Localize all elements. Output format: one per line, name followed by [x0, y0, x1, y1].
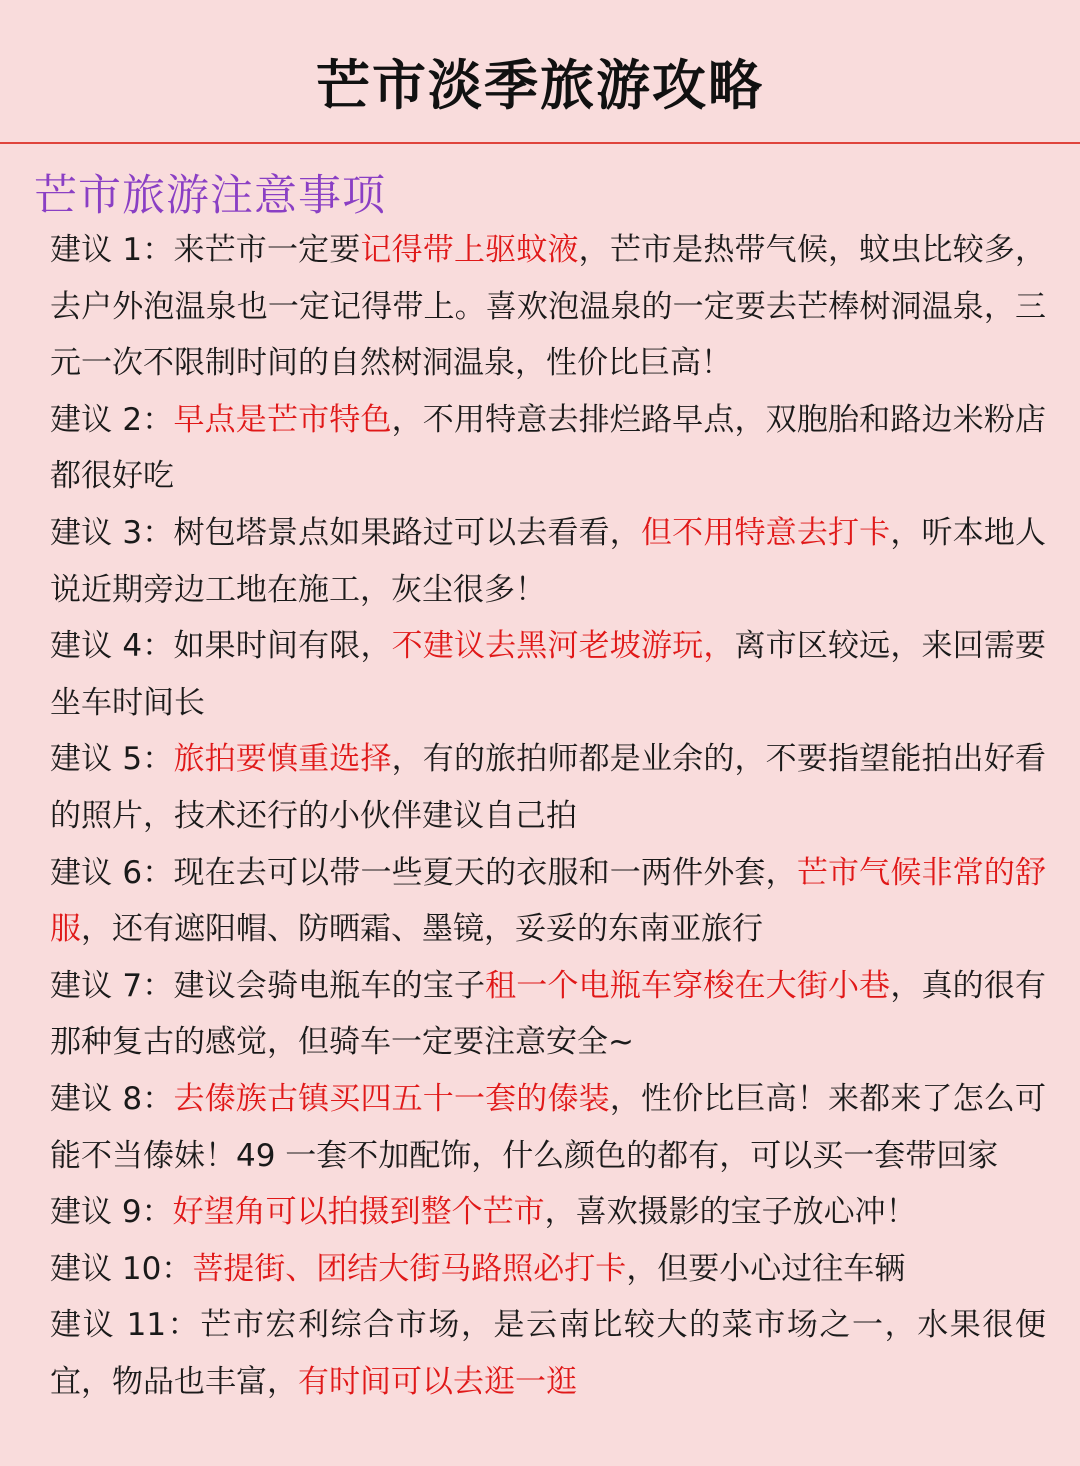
tip-item — [50, 392, 1046, 505]
title-divider — [0, 142, 1080, 144]
tip-label: 建议 1： — [50, 232, 174, 268]
tip-text: ，真的很有那种复古的感觉，但骑车一定要注意安全~ — [50, 967, 1047, 1061]
tip-text: ，不用特意去排烂路早点，双胞胎和路边米粉店都很好吃 — [50, 401, 1047, 495]
tip-text: ，喜欢摄影的宝子放心冲！ — [544, 1194, 917, 1231]
tip-highlight: 但不用特意去打卡 — [640, 514, 891, 551]
tip-item — [50, 1071, 1046, 1184]
tips-list — [50, 222, 1046, 1410]
section-heading: 芒市旅游注意事项 — [34, 171, 386, 221]
tip-highlight: 不建议去黑河老坡游玩， — [391, 628, 735, 665]
tip-item — [50, 1241, 1046, 1298]
tip-label: 建议 9： — [50, 1194, 173, 1231]
tip-highlight: 菩提街、团结大街马路照必打卡 — [192, 1250, 627, 1287]
tip-text: 树包塔景点如果路过可以去看看， — [173, 514, 641, 551]
tip-text: 现在去可以带一些夏天的衣服和一两件外套， — [173, 854, 797, 891]
tip-highlight: 去傣族古镇买四五十一套的傣装 — [173, 1080, 610, 1117]
tip-highlight: 好望角可以拍摄到整个芒市 — [172, 1194, 545, 1231]
tip-label: 建议 2： — [50, 401, 174, 438]
tip-text: ，芒市是热带气候，蚊虫比较多，去户外泡温泉也一定记得带上。喜欢泡温泉的一定要去芒棒树洞温泉，三元一次不限制时间的自然树洞温泉，性价比巨高！ — [50, 232, 1047, 382]
tip-text: 离市区较远，来回需要坐车时间长 — [50, 628, 1047, 721]
tip-text: 如果时间有限， — [173, 628, 392, 665]
tip-item — [50, 845, 1046, 958]
tip-text: 来芒市一定要 — [173, 232, 361, 268]
tip-label: 建议 7： — [50, 967, 174, 1004]
tip-item — [50, 618, 1046, 731]
tip-text: ，但要小心过往车辆 — [626, 1250, 906, 1287]
tip-label: 建议 4： — [50, 628, 174, 665]
tip-highlight: 有时间可以去逛一逛 — [298, 1363, 577, 1400]
tip-highlight: 记得带上驱蚊液 — [360, 232, 579, 268]
tip-item — [50, 958, 1046, 1071]
tip-item — [50, 1184, 1046, 1241]
tip-item — [50, 505, 1046, 618]
tip-item — [50, 731, 1046, 844]
tip-text: 芒市宏利综合市场，是云南比较大的菜市场之一，水果很便宜，物品也丰富， — [50, 1307, 1046, 1400]
tip-text: 建议会骑电瓶车的宝子 — [173, 967, 486, 1004]
tip-label: 建议 5： — [50, 741, 174, 778]
tip-text: ，有的旅拍师都是业余的，不要指望能拍出好看的照片，技术还行的小伙伴建议自己拍 — [50, 741, 1047, 834]
tip-label: 建议 10： — [50, 1250, 193, 1287]
tip-label: 建议 3： — [50, 514, 174, 551]
tip-highlight: 早点是芒市特色 — [173, 401, 392, 438]
tip-text: ，听本地人说近期旁边工地在施工，灰尘很多！ — [50, 514, 1047, 608]
tip-text: ，性价比巨高！来都来了怎么可能不当傣妹！49 一套不加配饰，什么颜色的都有，可以买一套带回家 — [50, 1080, 1047, 1174]
tip-item — [50, 1297, 1046, 1410]
tip-label: 建议 6： — [50, 854, 174, 891]
tip-label: 建议 11： — [50, 1307, 201, 1344]
tip-label: 建议 8： — [50, 1080, 174, 1117]
tip-text: ，还有遮阳帽、防晒霜、墨镜，妥妥的东南亚旅行 — [81, 911, 763, 948]
page-title: 芒市淡季旅游攻略 — [316, 53, 764, 117]
tip-highlight: 旅拍要慎重选择 — [173, 741, 392, 778]
tip-item — [50, 222, 1046, 392]
tip-highlight: 租一个电瓶车穿梭在大街小巷 — [485, 967, 891, 1004]
tip-highlight: 芒市气候非常的舒服 — [50, 854, 1047, 948]
